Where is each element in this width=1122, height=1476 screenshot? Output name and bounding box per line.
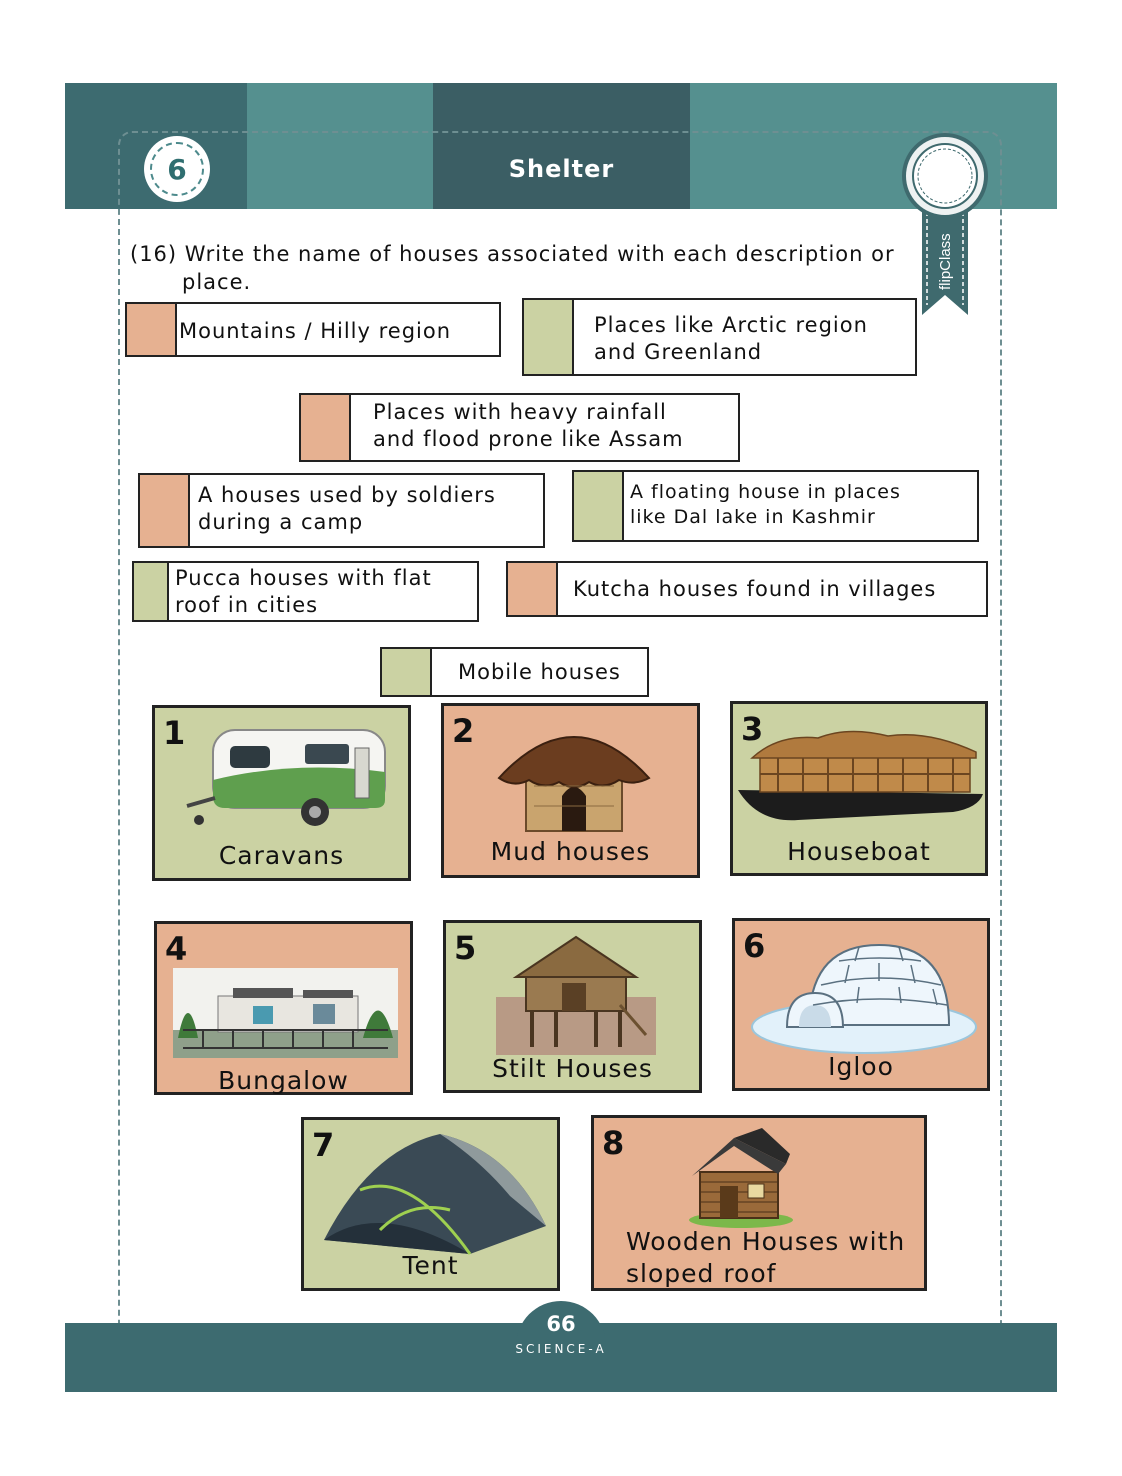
wooden-house-icon [686,1124,796,1228]
question-line-2: place. [182,270,252,294]
card-label: Caravans [218,841,345,870]
clue-text: Places with heavy rainfall [373,400,667,424]
card-number: 1 [163,714,186,752]
house-card-bungalow [154,921,413,1095]
brand-text: flipClass [937,233,954,290]
clue-text: during a camp [198,510,364,534]
flipclass-badge-icon [900,130,990,320]
answer-swatch[interactable] [140,475,190,546]
chapter-number: 6 [150,142,204,196]
clue-text: Mobile houses [458,660,621,684]
mud-hut-icon [494,716,654,836]
card-number: 8 [602,1124,625,1162]
clue-box[interactable] [572,470,979,542]
clue-box[interactable] [506,561,988,617]
card-number: 4 [165,930,188,968]
page-number: 66 [546,1312,576,1336]
house-card-wooden-houses [591,1115,927,1291]
question-line-1: (16) Write the name of houses associated with each description or [130,242,895,266]
clue-text: Pucca houses with flat [175,566,432,590]
card-label: Bungalow [218,1066,349,1095]
clue-text: Kutcha houses found in villages [573,577,937,601]
clue-box[interactable] [299,393,740,462]
card-number: 7 [312,1126,335,1164]
answer-swatch[interactable] [127,304,177,355]
clue-box[interactable] [522,298,917,376]
answer-swatch[interactable] [524,300,574,374]
house-card-tent [301,1117,560,1291]
clue-text: roof in cities [175,593,319,617]
house-card-stilt-houses [443,920,702,1093]
card-label: Wooden Houses with [626,1227,906,1256]
clue-text: A houses used by soldiers [198,483,496,507]
card-label: Houseboat [787,837,931,866]
clue-text: Mountains / Hilly region [179,319,452,343]
house-card-houseboat [730,701,988,876]
clue-text: A floating house in places [630,481,901,503]
answer-swatch[interactable] [382,649,432,695]
answer-swatch[interactable] [301,395,351,460]
answer-swatch[interactable] [574,472,624,540]
clue-box[interactable] [132,561,479,622]
clue-text: Places like Arctic region [594,313,868,337]
houseboat-icon [738,728,983,828]
card-number: 5 [454,929,477,967]
house-card-caravans [152,705,411,881]
tent-icon [320,1130,550,1260]
page-title: Shelter [508,155,615,183]
question-text [130,240,910,296]
answer-swatch[interactable] [508,563,558,615]
card-label: Igloo [828,1052,894,1081]
card-label: Mud houses [490,837,651,866]
house-card-igloo [732,918,990,1091]
clue-text: and flood prone like Assam [373,427,684,451]
chapter-badge [148,140,206,198]
card-number: 2 [452,712,475,750]
card-number: 6 [743,927,766,965]
clue-box[interactable] [125,302,501,357]
card-number: 3 [741,710,764,748]
card-label: Tent [402,1251,459,1280]
subject-label: SCIENCE-A [490,1342,632,1356]
card-label: Stilt Houses [492,1054,653,1083]
answer-swatch[interactable] [134,563,169,620]
clue-box[interactable] [138,473,545,548]
caravan-icon [185,720,395,832]
igloo-icon [749,935,979,1055]
card-label-line-2: sloped roof [626,1259,777,1288]
clue-box[interactable] [380,647,649,697]
clue-text: and Greenland [594,340,763,364]
stilt-house-icon [496,935,656,1055]
clue-text: like Dal lake in Kashmir [630,506,876,528]
house-card-mud-houses [441,703,700,878]
bungalow-icon [173,968,398,1058]
